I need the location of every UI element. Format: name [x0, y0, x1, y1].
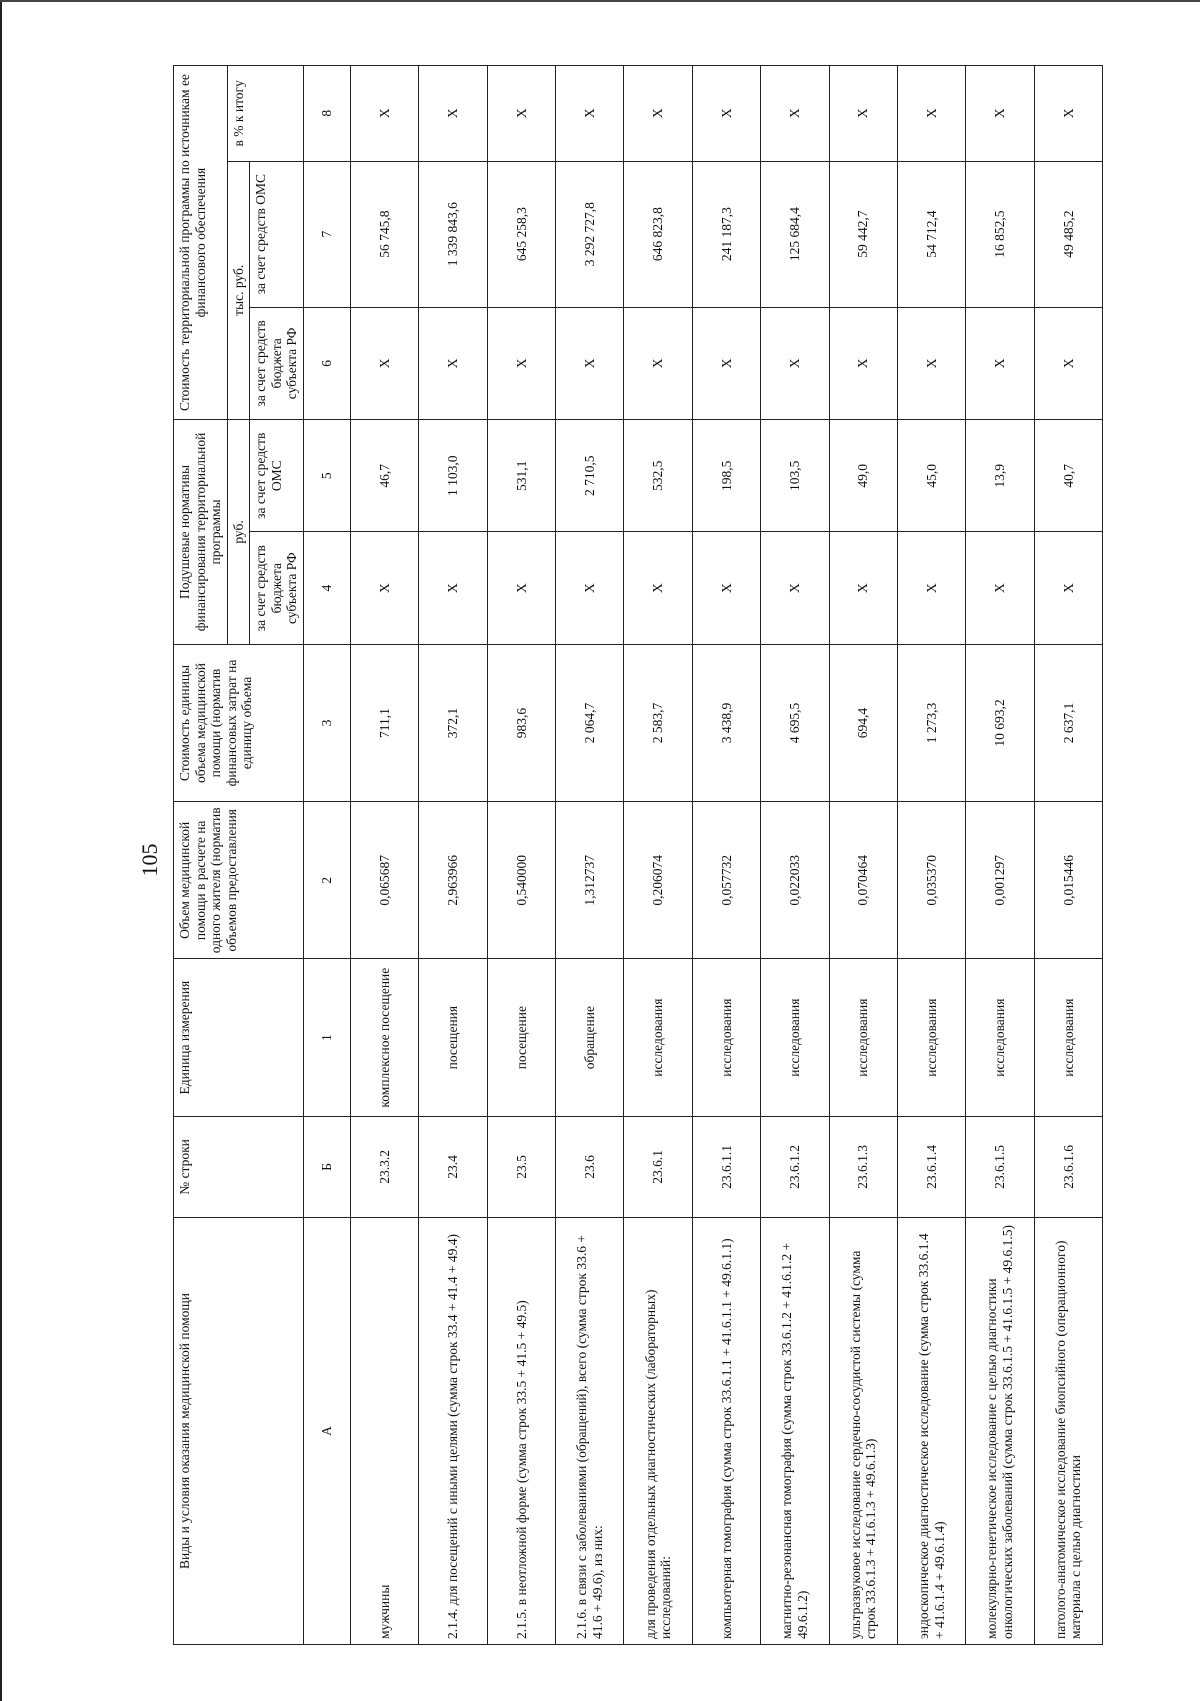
row-percent: Х [966, 66, 1034, 162]
row-unit: исследования [966, 959, 1034, 1116]
row-unit: посещения [419, 959, 487, 1116]
row-cost: 2 637,1 [1034, 644, 1102, 801]
table-row [829, 66, 897, 1645]
row-percent: Х [897, 66, 965, 162]
row-pc-oms: 2 710,5 [556, 420, 624, 532]
table-row [692, 66, 760, 1645]
scan-edge-left [0, 0, 2, 1701]
row-total-budget: Х [624, 307, 692, 419]
row-pc-oms: 45,0 [897, 420, 965, 532]
row-percent: Х [829, 66, 897, 162]
row-name: для проведения отдельных диагностических (лабораторных) исследований: [624, 1217, 692, 1644]
row-unit: исследования [829, 959, 897, 1116]
row-name: 2.1.6. в связи с заболеваниями (обращений), всего (сумма строк 33.6 + 41.6 + 49.6), из них: [556, 1217, 624, 1644]
row-name: ультразвуковое исследование сердечно-сосудистой системы (сумма строк 33.6.1.3 + 41.6.1.3 + 49.6.1.3) [829, 1217, 897, 1644]
row-percent: Х [556, 66, 624, 162]
row-cost: 1 273,3 [897, 644, 965, 801]
row-total-budget: Х [419, 307, 487, 419]
row-total-oms: 241 187,3 [692, 161, 760, 307]
row-volume: 0,070464 [829, 802, 897, 959]
row-pc-budget: Х [966, 532, 1034, 644]
row-name: компьютерная томография (сумма строк 33.6.1.1 + 41.6.1.1 + 49.6.1.1) [692, 1217, 760, 1644]
row-volume: 0,015446 [1034, 802, 1102, 959]
header-types: Виды и условия оказания медицинской помощи [174, 1217, 304, 1644]
scan-edge-top [0, 0, 1200, 2]
row-unit: исследования [692, 959, 760, 1116]
table-row [419, 66, 487, 1645]
row-total-oms: 56 745,8 [351, 161, 419, 307]
col-number: 6 [303, 307, 351, 419]
table-row [351, 66, 419, 1645]
row-pc-budget: Х [829, 532, 897, 644]
row-percent: Х [351, 66, 419, 162]
header-cost-budget: за счет средств бюджета субъекта РФ [250, 307, 304, 419]
row-unit: комплексное посещение [351, 959, 419, 1116]
row-volume: 0,065687 [351, 802, 419, 959]
row-total-oms: 54 712,4 [897, 161, 965, 307]
row-pc-budget: Х [556, 532, 624, 644]
row-percent: Х [1034, 66, 1102, 162]
row-pc-oms: 13,9 [966, 420, 1034, 532]
header-volume: Объем медицинской помощи в расчете на одного жителя (норматив объемов предоставления [174, 802, 304, 959]
row-no: 23.6.1.5 [966, 1116, 1034, 1217]
row-total-budget: Х [351, 307, 419, 419]
row-no: 23.4 [419, 1116, 487, 1217]
row-pc-oms: 46,7 [351, 420, 419, 532]
row-no: 23.6.1 [624, 1116, 692, 1217]
row-name: 2.1.4. для посещений с иными целями (сумма строк 33.4 + 41.4 + 49.4) [419, 1217, 487, 1644]
row-volume: 0,540000 [487, 802, 555, 959]
row-name: эндоскопическое диагностическое исследование (сумма строк 33.6.1.4 + 41.6.1.4 + 49.6.1.4) [897, 1217, 965, 1644]
row-total-budget: Х [829, 307, 897, 419]
row-pc-oms: 1 103,0 [419, 420, 487, 532]
row-no: 23.6 [556, 1116, 624, 1217]
table-row [556, 66, 624, 1645]
row-cost: 372,1 [419, 644, 487, 801]
row-total-oms: 59 442,7 [829, 161, 897, 307]
col-number: 5 [303, 420, 351, 532]
row-cost: 983,6 [487, 644, 555, 801]
row-no: 23.3.2 [351, 1116, 419, 1217]
row-total-oms: 49 485,2 [1034, 161, 1102, 307]
row-total-budget: Х [761, 307, 829, 419]
row-name: патолого-анатомическое исследование биопсийного (операционного) материала с целью диагностики [1034, 1217, 1102, 1644]
row-no: 23.6.1.6 [1034, 1116, 1102, 1217]
row-total-oms: 1 339 843,6 [419, 161, 487, 307]
row-no: 23.6.1.3 [829, 1116, 897, 1217]
row-unit: исследования [897, 959, 965, 1116]
table-row [897, 66, 965, 1645]
row-pc-budget: Х [624, 532, 692, 644]
row-pc-budget: Х [487, 532, 555, 644]
row-no: 23.6.1.1 [692, 1116, 760, 1217]
col-number: 8 [303, 66, 351, 162]
row-pc-budget: Х [419, 532, 487, 644]
table-row [761, 66, 829, 1645]
row-total-budget: Х [897, 307, 965, 419]
row-total-oms: 3 292 727,8 [556, 161, 624, 307]
row-pc-oms: 103,5 [761, 420, 829, 532]
table-row [487, 66, 555, 1645]
row-pc-budget: Х [761, 532, 829, 644]
col-number: 4 [303, 532, 351, 644]
row-name: 2.1.5. в неотложной форме (сумма строк 33.5 + 41.5 + 49.5) [487, 1217, 555, 1644]
row-volume: 1,312737 [556, 802, 624, 959]
row-cost: 711,1 [351, 644, 419, 801]
row-unit: исследования [1034, 959, 1102, 1116]
page-number: 105 [137, 843, 162, 877]
row-total-budget: Х [487, 307, 555, 419]
row-pc-oms: 40,7 [1034, 420, 1102, 532]
row-cost: 4 695,5 [761, 644, 829, 801]
col-number: А [303, 1217, 351, 1644]
row-cost: 694,4 [829, 644, 897, 801]
row-name: молекулярно-генетическое исследование с целью диагностики онкологических заболеваний (сумма строк 33.6.1.5 + 41.6.1.5 + 49.6.1.5) [966, 1217, 1034, 1644]
col-number: 2 [303, 802, 351, 959]
row-name: мужчины [351, 1217, 419, 1644]
row-pc-budget: Х [351, 532, 419, 644]
row-no: 23.6.1.2 [761, 1116, 829, 1217]
header-per-capita: Подушевые нормативы финансирования территориальной программы [174, 420, 228, 645]
column-number-row [303, 66, 351, 1645]
rotated-table-frame [173, 65, 1103, 1645]
row-total-oms: 645 258,3 [487, 161, 555, 307]
col-number: 7 [303, 161, 351, 307]
col-number: 1 [303, 959, 351, 1116]
header-row-no: № строки [174, 1116, 304, 1217]
row-cost: 3 438,9 [692, 644, 760, 801]
row-no: 23.6.1.4 [897, 1116, 965, 1217]
row-total-oms: 646 823,8 [624, 161, 692, 307]
header-percent: в % к итогу [227, 66, 303, 162]
row-percent: Х [487, 66, 555, 162]
header-cost-total: Стоимость территориальной программы по источникам ее финансового обеспечения [174, 66, 228, 420]
row-percent: Х [624, 66, 692, 162]
row-volume: 0,057732 [692, 802, 760, 959]
header-cost-oms: за счет средств ОМС [250, 161, 304, 307]
row-total-budget: Х [556, 307, 624, 419]
header-thous-rub: тыс. руб. [227, 161, 250, 419]
row-cost: 2 064,7 [556, 644, 624, 801]
row-pc-oms: 532,5 [624, 420, 692, 532]
header-rub: руб. [227, 420, 250, 645]
row-unit: обращение [556, 959, 624, 1116]
row-no: 23.5 [487, 1116, 555, 1217]
header-pc-budget: за счет средств бюджета субъекта РФ [250, 532, 304, 644]
row-volume: 0,035370 [897, 802, 965, 959]
row-total-oms: 125 684,4 [761, 161, 829, 307]
row-pc-oms: 198,5 [692, 420, 760, 532]
table-row [1034, 66, 1102, 1645]
row-cost: 2 583,7 [624, 644, 692, 801]
col-number: 3 [303, 644, 351, 801]
financing-table [173, 65, 1103, 1645]
row-total-oms: 16 852,5 [966, 161, 1034, 307]
row-pc-oms: 531,1 [487, 420, 555, 532]
row-pc-budget: Х [692, 532, 760, 644]
row-pc-oms: 49,0 [829, 420, 897, 532]
row-percent: Х [692, 66, 760, 162]
row-volume: 0,022033 [761, 802, 829, 959]
row-name: магнитно-резонансная томография (сумма строк 33.6.1.2 + 41.6.1.2 + 49.6.1.2) [761, 1217, 829, 1644]
row-percent: Х [761, 66, 829, 162]
row-percent: Х [419, 66, 487, 162]
table-row [624, 66, 692, 1645]
row-volume: 2,963966 [419, 802, 487, 959]
col-number: Б [303, 1116, 351, 1217]
header-unit: Единица измерения [174, 959, 304, 1116]
row-volume: 0,206074 [624, 802, 692, 959]
table-row [966, 66, 1034, 1645]
row-total-budget: Х [1034, 307, 1102, 419]
row-total-budget: Х [966, 307, 1034, 419]
row-unit: исследования [761, 959, 829, 1116]
row-pc-budget: Х [1034, 532, 1102, 644]
row-cost: 10 693,2 [966, 644, 1034, 801]
row-pc-budget: Х [897, 532, 965, 644]
row-volume: 0,001297 [966, 802, 1034, 959]
row-total-budget: Х [692, 307, 760, 419]
header-cost-unit: Стоимость единицы объема медицинской помощи (норматив финансовых затрат на единицу объема [174, 644, 304, 801]
header-pc-oms: за счет средств ОМС [250, 420, 304, 532]
row-unit: исследования [624, 959, 692, 1116]
row-unit: посещение [487, 959, 555, 1116]
